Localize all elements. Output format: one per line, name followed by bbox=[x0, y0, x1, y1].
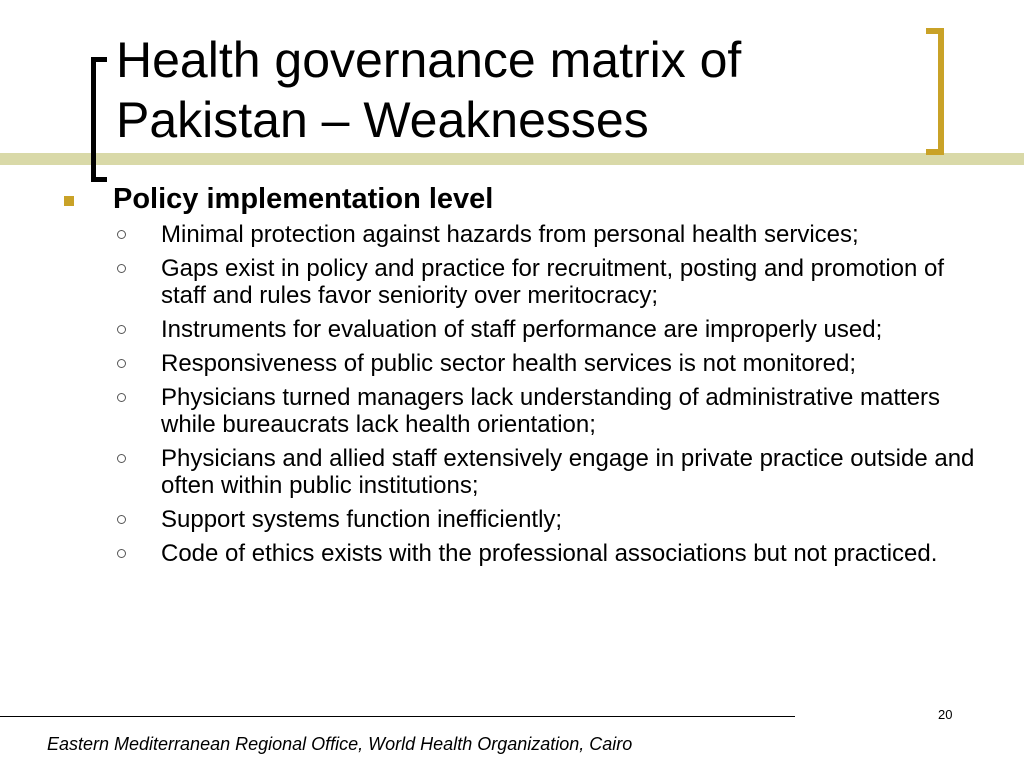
circle-bullet-icon bbox=[117, 264, 126, 273]
footer-divider bbox=[0, 716, 795, 717]
circle-bullet-icon bbox=[117, 549, 126, 558]
list-item bbox=[113, 255, 993, 309]
list-item-text: Responsiveness of public sector health services is not monitored; bbox=[161, 350, 857, 377]
title-band bbox=[0, 153, 1024, 165]
list-item bbox=[113, 445, 993, 499]
list-item bbox=[113, 506, 993, 533]
circle-bullet-icon bbox=[117, 454, 126, 463]
list-item-text: Physicians and allied staff extensively engage in private practice outside and often within public institutions; bbox=[161, 445, 975, 499]
list-item bbox=[113, 384, 993, 438]
title-line-2: Pakistan – Weaknesses bbox=[116, 92, 649, 148]
list-item bbox=[113, 540, 993, 567]
square-bullet-icon bbox=[64, 196, 74, 206]
page-number: 20 bbox=[938, 707, 953, 722]
slide-title bbox=[116, 30, 916, 150]
list-item-text: Instruments for evaluation of staff performance are improperly used; bbox=[161, 316, 883, 343]
footer-text: Eastern Mediterranean Regional Office, World Health Organization, Cairo bbox=[47, 734, 633, 754]
section-heading: Policy implementation level bbox=[113, 183, 494, 215]
title-line-1: Health governance matrix of bbox=[116, 32, 742, 88]
circle-bullet-icon bbox=[117, 230, 126, 239]
circle-bullet-icon bbox=[117, 515, 126, 524]
list-item-text: Minimal protection against hazards from personal health services; bbox=[161, 221, 859, 248]
list-item-text: Gaps exist in policy and practice for recruitment, posting and promotion of staff and rules favor seniority over meritocracy; bbox=[161, 255, 945, 309]
list-item-text: Code of ethics exists with the professional associations but not practiced. bbox=[161, 540, 938, 567]
list-item-text: Support systems function inefficiently; bbox=[161, 506, 563, 533]
left-bracket-decoration bbox=[91, 57, 107, 182]
list-item-text: Physicians turned managers lack understanding of administrative matters while bureaucrats lack health orientation; bbox=[161, 384, 941, 438]
circle-bullet-icon bbox=[117, 359, 126, 368]
right-bracket-decoration bbox=[926, 28, 944, 155]
bullet-list bbox=[113, 221, 993, 574]
list-item bbox=[113, 350, 993, 377]
list-item bbox=[113, 221, 993, 248]
circle-bullet-icon bbox=[117, 325, 126, 334]
list-item bbox=[113, 316, 993, 343]
circle-bullet-icon bbox=[117, 393, 126, 402]
